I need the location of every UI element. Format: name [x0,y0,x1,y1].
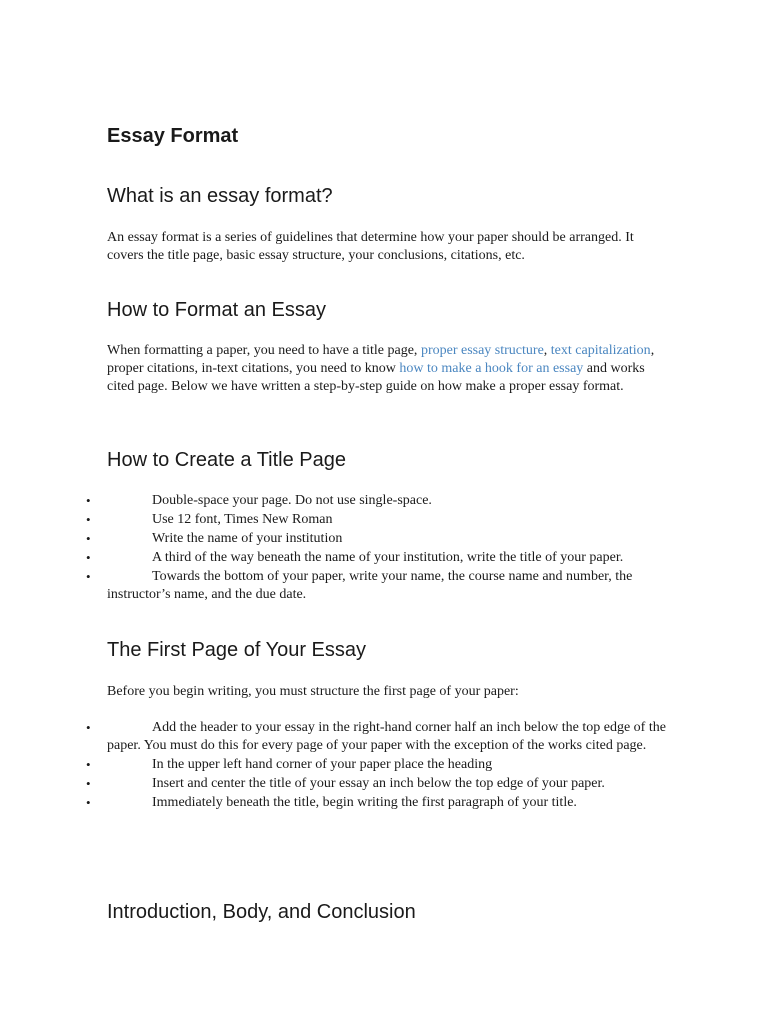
list-item [0,492,667,510]
document-title: Essay Format [107,125,239,147]
list-item [0,794,667,812]
list-item [0,549,667,567]
paragraph-text: , proper citations, in-text citations, you need to know [107,343,655,376]
list-item-text: Insert and center the title of your essay an inch below the top edge of your paper. [152,776,605,791]
link-proper-essay-structure[interactable]: proper essay structure [420,343,544,358]
list-item [0,719,667,755]
list-item-text: Towards the bottom of your paper, write your name, the course name and number, the instructor’s name, and the due date. [107,569,633,602]
list-item [0,511,667,529]
list-item-text: Add the header to your essay in the right-hand corner half an inch below the top edge of the paper. You must do this for every page of your paper with the exception of the works cited page. [107,720,666,753]
heading-what-is-essay-format: What is an essay format? [107,185,333,207]
list-item [0,756,667,774]
bullet-icon: • [86,795,91,810]
heading-intro-body-conclusion: Introduction, Body, and Conclusion [107,901,416,923]
paragraph-first-page-intro: Before you begin writing, you must structure the first page of your paper: [107,684,519,699]
paragraph-essay-format-definition: An essay format is a series of guidelines that determine how your paper should be arranged. It covers the title page, basic essay structure, your conclusions, citations, etc. [107,230,634,263]
paragraph-text: and works cited page. Below we have written a step-by-step guide on how make a proper essay format. [107,361,645,394]
heading-title-page: How to Create a Title Page [107,449,347,471]
bullet-icon: • [86,493,91,508]
list-item-text: Immediately beneath the title, begin writing the first paragraph of your title. [152,795,577,810]
bullet-icon: • [86,512,91,527]
link-text-capitalization[interactable]: text capitalization [550,343,651,358]
heading-first-page: The First Page of Your Essay [107,639,367,661]
bullet-icon: • [86,720,91,735]
bullet-icon: • [86,550,91,565]
list-item-text: In the upper left hand corner of your paper place the heading [152,757,493,772]
bullet-icon: • [86,569,91,584]
heading-how-to-format: How to Format an Essay [107,299,326,321]
first-page-bullet-list [0,719,768,813]
bullet-icon: • [86,776,91,791]
list-item-text: Use 12 font, Times New Roman [152,512,333,527]
paragraph-text: When formatting a paper, you need to have a title page, [107,343,421,358]
list-item [0,568,667,604]
title-page-bullet-list [0,492,768,605]
link-how-to-make-a-hook[interactable]: how to make a hook for an essay [399,361,584,376]
list-item [0,775,667,793]
bullet-icon: • [86,757,91,772]
bullet-icon: • [86,531,91,546]
list-item-text: Double-space your page. Do not use single-space. [152,493,432,508]
paragraph-text: , [543,343,551,358]
list-item-text: A third of the way beneath the name of your institution, write the title of your paper. [152,550,624,565]
list-item [0,530,667,548]
paragraph-formatting-overview [107,342,667,396]
list-item-text: Write the name of your institution [152,531,343,546]
